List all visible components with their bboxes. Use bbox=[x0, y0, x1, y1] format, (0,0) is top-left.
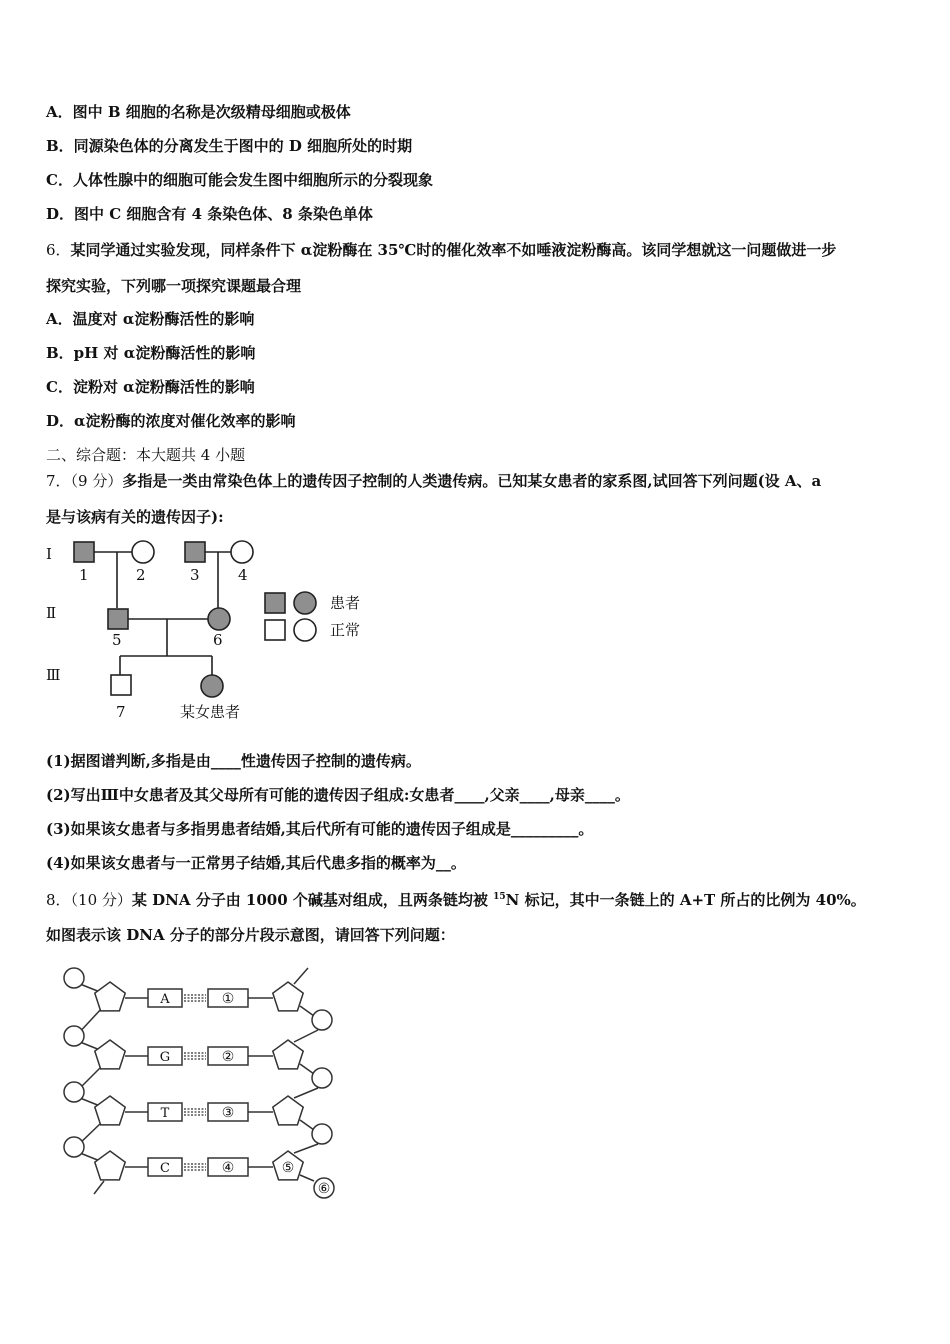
label-5: ⑤ bbox=[281, 1160, 295, 1176]
sugar-pentagon-left bbox=[95, 1040, 125, 1069]
base-letter-C: C bbox=[160, 1161, 170, 1176]
q7-stem-line1 bbox=[46, 471, 821, 491]
proband-label: 某女患者 bbox=[180, 703, 241, 721]
strand-tail-bottom bbox=[94, 1181, 104, 1194]
right-backbone-bond bbox=[294, 1030, 318, 1042]
base-letter-G: G bbox=[159, 1050, 171, 1065]
individual-label-3: 3 bbox=[190, 566, 200, 584]
base-label-right-2: ② bbox=[221, 1049, 235, 1065]
sugar-pentagon-right bbox=[273, 982, 303, 1011]
q5-option-d: D．图中 C 细胞含有 4 条染色体、8 条染色单体 bbox=[46, 205, 373, 223]
base-letter-T: T bbox=[160, 1106, 170, 1121]
phosphate-circle-right bbox=[312, 1010, 332, 1030]
q8-stem-text-a: 某 DNA 分子由 1000 个碱基对组成，且两条链均被 bbox=[131, 891, 494, 909]
q7-sub-question-1: (1)据图谱判断,多指是由____性遗传因子控制的遗传病。 bbox=[46, 752, 421, 770]
pedigree-female-4-normal bbox=[231, 541, 253, 563]
right-ester-bond bbox=[300, 1006, 314, 1016]
right-ester-bond bbox=[300, 1120, 314, 1130]
q6-option-c: C．淀粉对 α淀粉酶活性的影响 bbox=[46, 378, 255, 396]
phosphate-circle-right bbox=[312, 1124, 332, 1144]
q7-sub-question-2: (2)写出Ⅲ中女患者及其父母所有可能的遗传因子组成:女患者____,父亲____,母亲____。 bbox=[46, 786, 630, 804]
legend-affected-label: 患者 bbox=[330, 594, 361, 612]
individual-label-1: 1 bbox=[79, 566, 89, 584]
q5-option-c: C．人体性腺中的细胞可能会发生图中细胞所示的分裂现象 bbox=[46, 171, 433, 189]
individual-label-4: 4 bbox=[238, 566, 248, 584]
pedigree-male-1-affected bbox=[74, 542, 94, 562]
right-ester-bond bbox=[300, 1064, 314, 1074]
individual-label-6: 6 bbox=[213, 631, 223, 649]
q7-stem-text: 多指是一类由常染色体上的遗传因子控制的人类遗传病。已知某女患者的家系图,试回答下列问题(设 A、a bbox=[122, 472, 822, 490]
q7-stem-line2: 是与该病有关的遗传因子): bbox=[46, 508, 224, 526]
q6-option-b: B．pH 对 α淀粉酶活性的影响 bbox=[46, 344, 256, 362]
base-label-right-1: ① bbox=[221, 991, 235, 1007]
q5-option-a: A．图中 B 细胞的名称是次级精母细胞或极体 bbox=[46, 103, 351, 121]
base-label-right-4: ④ bbox=[221, 1160, 235, 1176]
phosphate-circle-left bbox=[64, 1137, 84, 1157]
legend-affected-female bbox=[294, 592, 316, 614]
pedigree-proband-affected bbox=[201, 675, 223, 697]
sugar-pentagon-left bbox=[95, 1151, 125, 1180]
section-heading: 二、综合题：本大题共 4 小题 bbox=[46, 446, 246, 464]
q6-number: 6． bbox=[46, 241, 71, 259]
q8-isotope-superscript: 15 bbox=[493, 892, 506, 902]
q6-option-a: A．温度对 α淀粉酶活性的影响 bbox=[46, 310, 255, 328]
q7-sub-question-4: (4)如果该女患者与一正常男子结婚,其后代患多指的概率为__。 bbox=[46, 854, 466, 872]
right-backbone-bond bbox=[294, 1144, 318, 1153]
generation-label-3: Ⅲ bbox=[46, 666, 61, 684]
pedigree-male-7-normal bbox=[111, 675, 131, 695]
strand-tail-top bbox=[294, 968, 308, 984]
q8-number: 8．（10 分） bbox=[46, 891, 132, 909]
sugar-pentagon-right bbox=[273, 1096, 303, 1125]
pedigree-male-5-affected bbox=[108, 609, 128, 629]
q8-stem-line1 bbox=[46, 887, 866, 910]
q7-sub-question-3: (3)如果该女患者与多指男患者结婚,其后代所有可能的遗传因子组成是_________。 bbox=[46, 820, 594, 838]
base-label-right-3: ③ bbox=[221, 1105, 235, 1121]
sugar-pentagon-right bbox=[273, 1040, 303, 1069]
sugar-pentagon-left bbox=[95, 1096, 125, 1125]
legend-normal-female bbox=[294, 619, 316, 641]
label-6: ⑥ bbox=[317, 1181, 331, 1197]
pedigree-male-3-affected bbox=[185, 542, 205, 562]
legend-normal-male bbox=[265, 620, 285, 640]
pedigree-female-2-normal bbox=[132, 541, 154, 563]
q6-stem-text: 某同学通过实验发现，同样条件下 α淀粉酶在 35℃时的催化效率不如唾液淀粉酶高。该同学想就这一问题做进一步 bbox=[70, 241, 837, 259]
dna-diagram bbox=[56, 962, 356, 1202]
phosphate-circle-left bbox=[64, 1082, 84, 1102]
q8-stem-line2: 如图表示该 DNA 分子的部分片段示意图，请回答下列问题： bbox=[46, 926, 455, 944]
phosphate-circle-left bbox=[64, 968, 84, 988]
q6-option-d: D．α淀粉酶的浓度对催化效率的影响 bbox=[46, 412, 296, 430]
individual-label-2: 2 bbox=[136, 566, 146, 584]
legend-affected-male bbox=[265, 593, 285, 613]
q6-stem-line2: 探究实验，下列哪一项探究课题最合理 bbox=[46, 277, 302, 295]
generation-label-2: Ⅱ bbox=[46, 604, 57, 622]
base-letter-A: A bbox=[160, 992, 170, 1007]
pedigree-figure bbox=[40, 535, 370, 725]
pedigree-female-6-affected bbox=[208, 608, 230, 630]
right-ester-bond bbox=[300, 1175, 314, 1181]
phosphate-circle-left bbox=[64, 1026, 84, 1046]
generation-label-1: Ⅰ bbox=[46, 545, 52, 563]
individual-label-5: 5 bbox=[112, 631, 122, 649]
sugar-pentagon-left bbox=[95, 982, 125, 1011]
q8-stem-text-b: N 标记，其中一条链上的 A+T 所占的比例为 40%。 bbox=[505, 891, 866, 909]
right-backbone-bond bbox=[294, 1088, 318, 1098]
phosphate-circle-right bbox=[312, 1068, 332, 1088]
individual-label-7: 7 bbox=[116, 703, 126, 721]
q6-stem-line1 bbox=[46, 240, 836, 260]
q5-option-b: B．同源染色体的分离发生于图中的 D 细胞所处的时期 bbox=[46, 137, 413, 155]
q7-number: 7．（9 分） bbox=[46, 472, 123, 490]
legend-normal-label: 正常 bbox=[330, 621, 361, 639]
